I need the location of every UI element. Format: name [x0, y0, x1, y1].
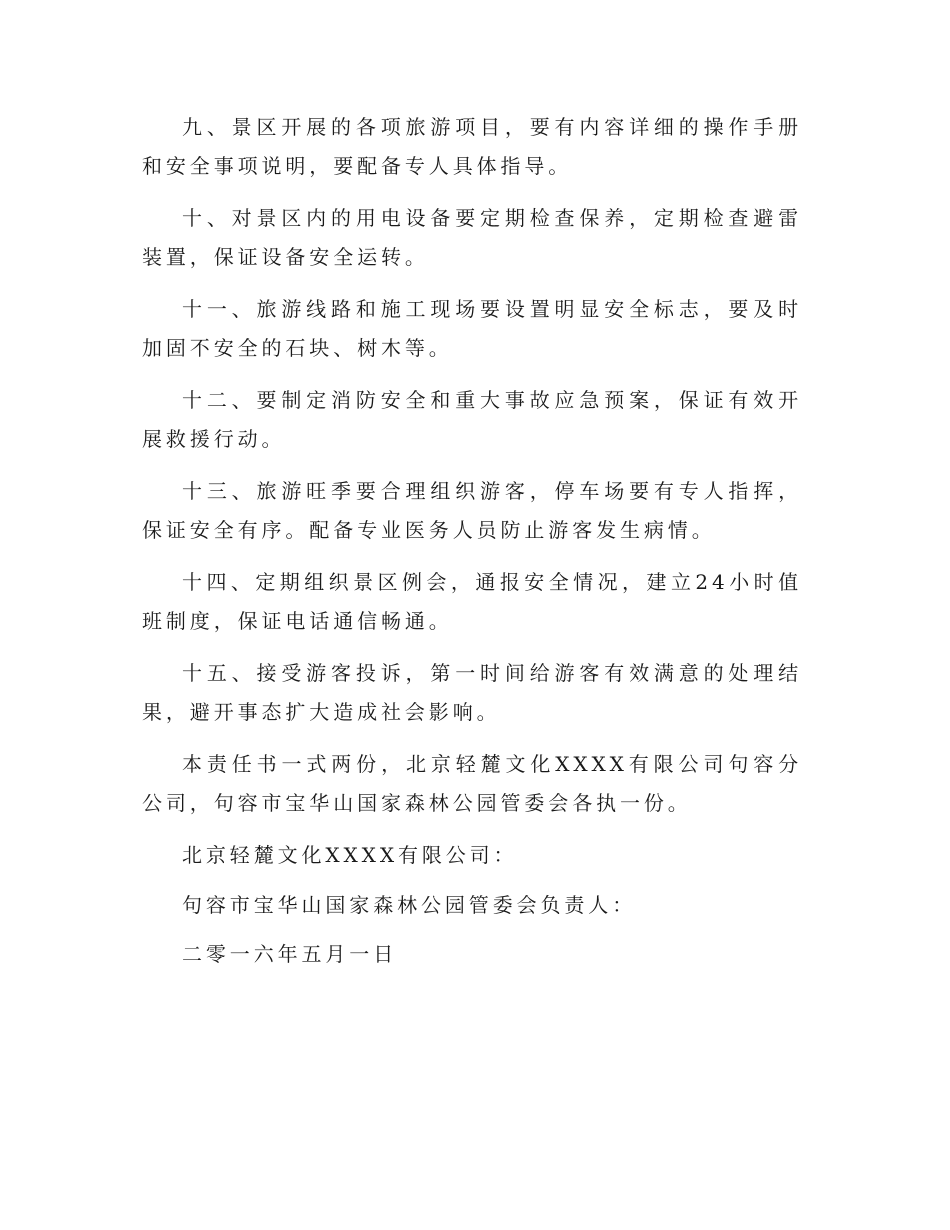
clause-14: 十四、定期组织景区例会，通报安全情况，建立24小时值班制度，保证电话通信畅通。 [142, 570, 802, 633]
clause-12: 十二、要制定消防安全和重大事故应急预案，保证有效开展救援行动。 [142, 388, 802, 451]
clause-11: 十一、旅游线路和施工现场要设置明显安全标志，要及时加固不安全的石块、树木等。 [142, 297, 802, 360]
clause-9: 九、景区开展的各项旅游项目，要有内容详细的操作手册和安全事项说明，要配备专人具体指导。 [142, 115, 802, 178]
clause-10: 十、对景区内的用电设备要定期检查保养，定期检查避雷装置，保证设备安全运转。 [142, 206, 802, 269]
clause-15: 十五、接受游客投诉，第一时间给游客有效满意的处理结果，避开事态扩大造成社会影响。 [142, 661, 802, 724]
committee-signature-line: 句容市宝华山国家森林公园管委会负责人： [182, 892, 637, 917]
signing-date: 二零一六年五月一日 [182, 942, 398, 966]
company-signature-line: 北京轻麓文化XXXX有限公司： [182, 843, 518, 867]
clause-13: 十三、旅游旺季要合理组织游客，停车场要有专人指挥，保证安全有序。配备专业医务人员防止游客发生病情。 [142, 479, 802, 542]
document-page [142, 108, 802, 985]
copies-statement: 本责任书一式两份，北京轻麓文化XXXX有限公司句容分公司，句容市宝华山国家森林公园管委会各执一份。 [142, 752, 802, 815]
